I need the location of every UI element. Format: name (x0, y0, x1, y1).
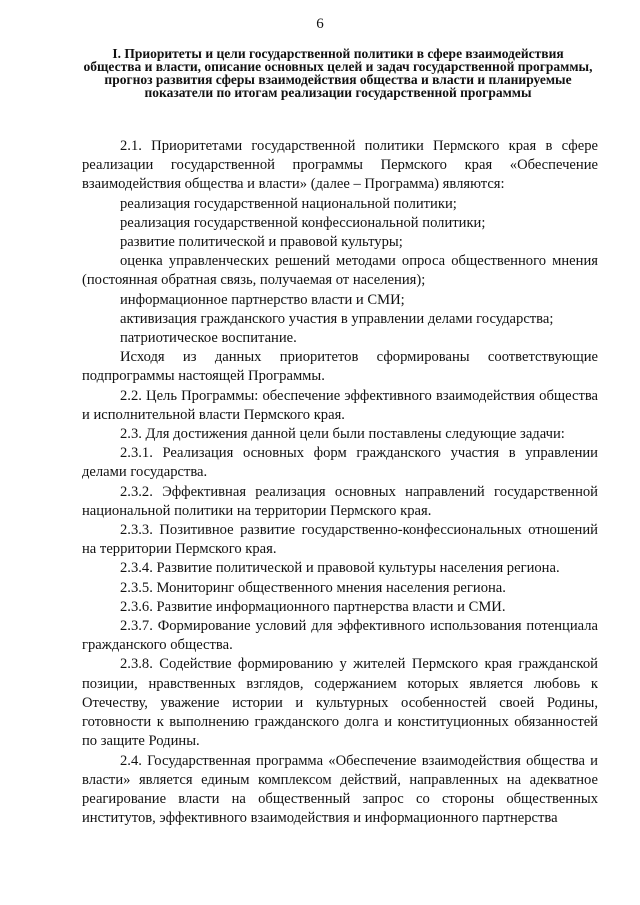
paragraph: оценка управленческих решений методами опроса общественного мнения (постоянная обратная связь, получаемая от населения); (82, 253, 598, 289)
paragraph: 2.3.6. Развитие информационного партнерства власти и СМИ. (120, 598, 506, 615)
paragraph: 2.3.3. Позитивное развитие государственно-конфессиональных отношений на территории Пермского края. (82, 522, 598, 558)
paragraph: реализация государственной национальной политики; (120, 195, 457, 212)
paragraph: 2.4. Государственная программа «Обеспечение взаимодействия общества и власти» является единым комплексом действий, направленных на адекватное реагирование власти на общественный запрос со стороны общественных институтов, эффективного взаимодействия и информационного партнерства (82, 752, 598, 827)
section-heading: I. Приоритеты и цели государственной политики в сфере взаимодействия общества и власти, описание основных целей и задач государственной программы, прогноз развития сферы взаимодействия общества и власти и планируемые показатели по итогам реализации государственной программы (83, 46, 593, 100)
paragraph: 2.3. Для достижения данной цели были поставлены следующие задачи: (120, 426, 565, 443)
paragraph: 2.3.2. Эффективная реализация основных направлений государственной национальной политики на территории Пермского края. (82, 483, 598, 519)
paragraph: Исходя из данных приоритетов сформированы соответствующие подпрограммы настоящей Программы. (82, 349, 598, 385)
paragraph: информационное партнерство власти и СМИ; (120, 291, 405, 308)
paragraph: 2.3.1. Реализация основных форм гражданского участия в управлении делами государства. (82, 445, 598, 481)
paragraph: 2.3.8. Содействие формированию у жителей Пермского края гражданской позиции, нравственных взглядов, содержанием которых является любовь к Отечеству, уважение истории и культурных особенностей своей Родины, готовности к выполнению гражданского долга и конституционных обязанностей по защите Родины. (82, 656, 598, 750)
paragraph: 2.3.7. Формирование условий для эффективного использования потенциала гражданского общества. (82, 618, 598, 654)
paragraph: реализация государственной конфессиональной политики; (120, 214, 486, 231)
paragraph: 2.3.5. Мониторинг общественного мнения населения региона. (120, 579, 506, 596)
paragraph: активизация гражданского участия в управлении делами государства; (120, 310, 554, 327)
page-number: 6 (316, 16, 324, 32)
paragraph: 2.2. Цель Программы: обеспечение эффективного взаимодействия общества и исполнительной власти Пермского края. (82, 387, 598, 423)
body-text (82, 137, 598, 828)
paragraph: патриотическое воспитание. (120, 330, 297, 347)
paragraph: 2.1. Приоритетами государственной политики Пермского края в сфере реализации государственной программы Пермского края «Обеспечение взаимодействия общества и власти» (далее – Программа) являются: (82, 138, 598, 193)
paragraph: развитие политической и правовой культуры; (120, 234, 403, 251)
paragraph: 2.3.4. Развитие политической и правовой культуры населения региона. (120, 560, 560, 577)
